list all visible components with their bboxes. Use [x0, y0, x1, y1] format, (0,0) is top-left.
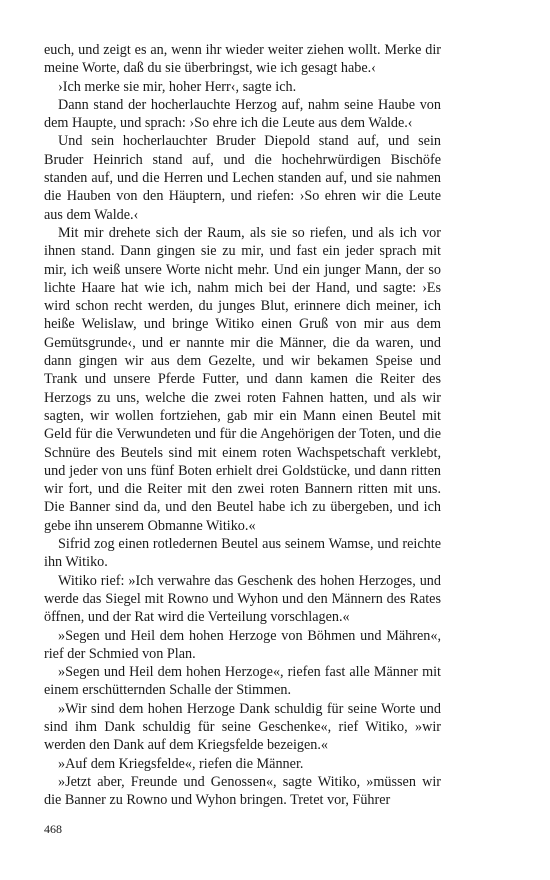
paragraph: euch, und zeigt es an, wenn ihr wieder weiter ziehen wollt. Merke dir meine Worte, daß du sie überbringst, wie ich gesagt habe.‹	[44, 42, 441, 77]
page-number: 468	[44, 822, 62, 836]
paragraph: »Segen und Heil dem hohen Herzoge«, riefen fast alle Männer mit einem erschütternden Schalle der Stimmen.	[44, 664, 441, 699]
paragraph: »Jetzt aber, Freunde und Genossen«, sagte Witiko, »müssen wir die Banner zu Rowno und Wyhon bringen. Tretet vor, Führer	[44, 773, 441, 809]
paragraph: Witiko rief: »Ich verwahre das Geschenk des hohen Herzoges, und werde das Siegel mit Rowno und Wyhon und den Männern des Rates öffnen, und der Rat wird die Verteilung vorschlagen.«	[44, 572, 441, 626]
paragraph: ›Ich merke sie mir, hoher Herr‹, sagte ich.	[58, 78, 297, 95]
paragraph: »Auf dem Kriegsfelde«, riefen die Männer.	[58, 755, 304, 772]
paragraph: »Segen und Heil dem hohen Herzoge von Böhmen und Mähren«, rief der Schmied von Plan.	[44, 627, 441, 662]
paragraph: Dann stand der hocherlauchte Herzog auf, nahm seine Haube von dem Haupte, und sprach: ›So ehre ich die Leute aus dem Walde.‹	[44, 96, 441, 132]
paragraph: Mit mir drehete sich der Raum, als sie so riefen, und als ich vor ihnen stand. Dann gingen sie zu mir, und fast ein jeder sprach mit mir, ich weiß unsere Worte nicht mehr. Und ein junger Mann, der so lichte Haare hat wie ich, nahm mich bei der Hand, und sagte: ›Es wird schon recht werden, du junges Blut, erinnere dich meiner, ich heiße Welislaw, und bringe Witiko einen Gruß von mir aus dem Gemütsgrunde‹, und er nannte mir die Männer, die da waren, und dann gingen wir aus dem Gezelte, und wir bekamen Speise und Trank und unsere Pferde Futter, und dann kamen die Reiter des Herzogs zu uns, welche die zwei roten Fahnen hatten, und als wir sagten, wir wollen fortziehen, gab mir ein Mann einen Beutel mit Geld für die Verwundeten und für die Angehörigen der Toten, und die Schnüre des Beutels sind mit einem roten Wachspetschaft verklebt, und jeder von uns fünf Boten erhielt drei Goldstücke, und dann ritten wir fort, und die Reiter mit den zwei roten Bannern ritten mit uns. Die Banner sind da, und den Beutel habe ich zu übergeben, und ich gebe ihn unserem Obmanne Witiko.«	[44, 224, 441, 534]
paragraph: Und sein hocherlauchter Bruder Diepold stand auf, und sein Bruder Heinrich stand auf, und die hochehrwürdigen Bischöfe standen auf, und die Herren und Lechen standen auf, und sie nahmen die Hauben von den Häuptern, und riefen: ›So ehren wir die Leute aus dem Walde.‹	[44, 133, 441, 223]
paragraph: »Wir sind dem hohen Herzoge Dank schuldig für seine Worte und sind ihm Dank schuldig für seine Geschenke«, rief Witiko, »wir werden den Dank auf dem Kriegsfelde bezeigen.«	[44, 700, 441, 754]
paragraph: Sifrid zog einen rotledernen Beutel aus seinem Wamse, und reichte ihn Witiko.	[44, 536, 441, 571]
body-text	[44, 41, 441, 809]
